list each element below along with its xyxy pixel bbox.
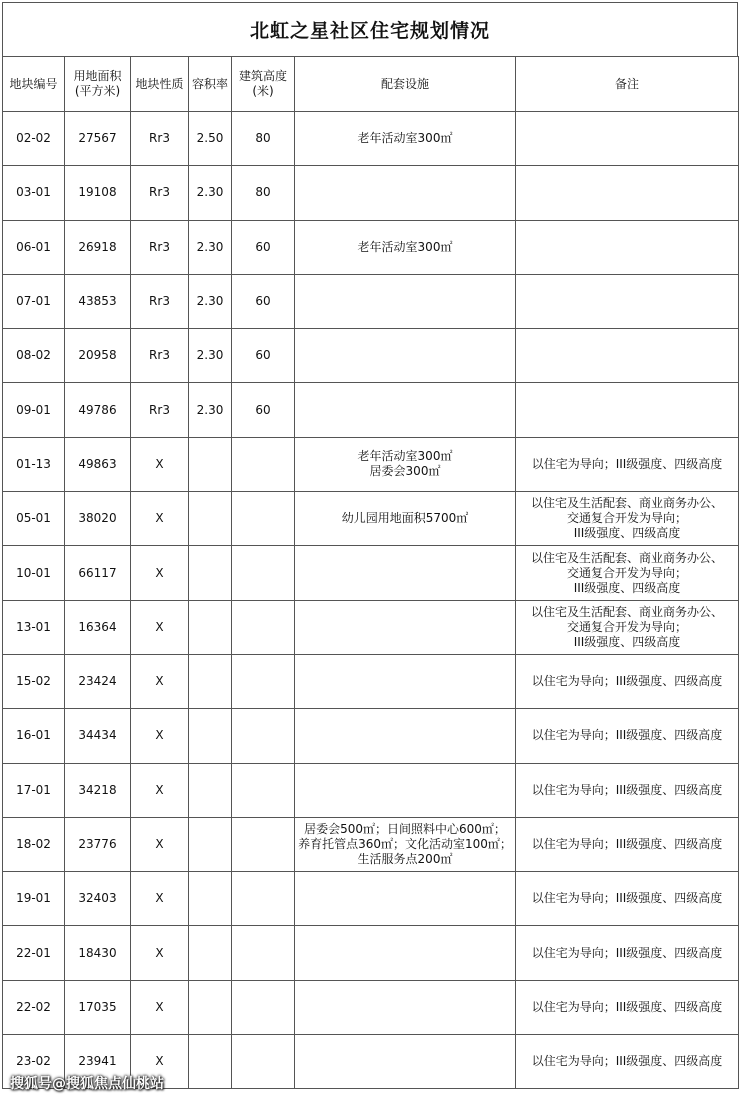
cell-height: 60 xyxy=(232,383,295,437)
cell-note: 以住宅为导向；III级强度、四级高度 xyxy=(516,872,739,926)
cell-plot-id: 09-01 xyxy=(3,383,65,437)
cell-facility xyxy=(295,546,516,600)
cell-far xyxy=(189,600,232,654)
cell-land-area: 32403 xyxy=(65,872,131,926)
cell-plot-type: X xyxy=(131,926,189,980)
table-row xyxy=(3,112,739,166)
table-row xyxy=(3,383,739,437)
cell-far xyxy=(189,654,232,708)
cell-facility xyxy=(295,709,516,763)
cell-plot-id: 03-01 xyxy=(3,166,65,220)
cell-plot-id: 18-02 xyxy=(3,817,65,871)
cell-plot-type: Rr3 xyxy=(131,166,189,220)
cell-facility xyxy=(295,383,516,437)
cell-land-area: 16364 xyxy=(65,600,131,654)
cell-plot-id: 19-01 xyxy=(3,872,65,926)
cell-height xyxy=(232,654,295,708)
cell-height: 80 xyxy=(232,112,295,166)
cell-land-area: 23424 xyxy=(65,654,131,708)
cell-height xyxy=(232,437,295,491)
cell-height xyxy=(232,546,295,600)
cell-land-area: 20958 xyxy=(65,329,131,383)
cell-land-area: 18430 xyxy=(65,926,131,980)
cell-land-area: 17035 xyxy=(65,980,131,1034)
cell-far xyxy=(189,492,232,546)
cell-plot-type: X xyxy=(131,600,189,654)
cell-note: 以住宅为导向；III级强度、四级高度 xyxy=(516,763,739,817)
watermark: 搜狐号@搜狐焦点仙桃站 xyxy=(10,1076,164,1092)
cell-plot-id: 02-02 xyxy=(3,112,65,166)
cell-far xyxy=(189,437,232,491)
cell-far xyxy=(189,709,232,763)
cell-height xyxy=(232,872,295,926)
cell-plot-id: 05-01 xyxy=(3,492,65,546)
cell-facility xyxy=(295,980,516,1034)
table-row xyxy=(3,437,739,491)
header-note: 备注 xyxy=(516,57,739,112)
cell-plot-type: Rr3 xyxy=(131,329,189,383)
cell-far xyxy=(189,1035,232,1089)
cell-note xyxy=(516,329,739,383)
cell-facility xyxy=(295,654,516,708)
cell-plot-id: 01-13 xyxy=(3,437,65,491)
cell-plot-id: 13-01 xyxy=(3,600,65,654)
table-row xyxy=(3,654,739,708)
table-row xyxy=(3,546,739,600)
cell-facility xyxy=(295,763,516,817)
cell-plot-id: 17-01 xyxy=(3,763,65,817)
cell-plot-type: X xyxy=(131,980,189,1034)
cell-note: 以住宅为导向；III级强度、四级高度 xyxy=(516,926,739,980)
cell-land-area: 27567 xyxy=(65,112,131,166)
cell-facility xyxy=(295,166,516,220)
planning-table xyxy=(2,56,739,1089)
cell-land-area: 34434 xyxy=(65,709,131,763)
cell-note xyxy=(516,166,739,220)
cell-height xyxy=(232,980,295,1034)
cell-far: 2.30 xyxy=(189,383,232,437)
cell-plot-type: Rr3 xyxy=(131,383,189,437)
cell-far xyxy=(189,763,232,817)
cell-plot-type: X xyxy=(131,437,189,491)
cell-land-area: 66117 xyxy=(65,546,131,600)
cell-note: 以住宅及生活配套、商业商务办公、 交通复合开发为导向； III级强度、四级高度 xyxy=(516,600,739,654)
cell-note: 以住宅为导向；III级强度、四级高度 xyxy=(516,1035,739,1089)
cell-far: 2.50 xyxy=(189,112,232,166)
cell-facility: 老年活动室300㎡ 居委会300㎡ xyxy=(295,437,516,491)
cell-height xyxy=(232,709,295,763)
cell-height xyxy=(232,492,295,546)
table-body xyxy=(3,112,739,1089)
header-height: 建筑高度 (米) xyxy=(232,57,295,112)
cell-land-area: 19108 xyxy=(65,166,131,220)
cell-facility xyxy=(295,872,516,926)
cell-far: 2.30 xyxy=(189,166,232,220)
cell-plot-type: X xyxy=(131,709,189,763)
cell-far xyxy=(189,817,232,871)
cell-height xyxy=(232,600,295,654)
cell-plot-type: X xyxy=(131,654,189,708)
cell-plot-type: X xyxy=(131,1035,189,1089)
cell-far: 2.30 xyxy=(189,220,232,274)
cell-note xyxy=(516,220,739,274)
table-row xyxy=(3,763,739,817)
cell-land-area: 26918 xyxy=(65,220,131,274)
cell-far: 2.30 xyxy=(189,274,232,328)
cell-plot-type: Rr3 xyxy=(131,274,189,328)
cell-land-area: 49863 xyxy=(65,437,131,491)
cell-height: 60 xyxy=(232,220,295,274)
cell-note: 以住宅为导向；III级强度、四级高度 xyxy=(516,709,739,763)
cell-facility: 居委会500㎡；日间照料中心600㎡； 养育托管点360㎡；文化活动室100㎡； 生活服务点200㎡ xyxy=(295,817,516,871)
cell-plot-id: 07-01 xyxy=(3,274,65,328)
cell-plot-type: Rr3 xyxy=(131,220,189,274)
table-row xyxy=(3,600,739,654)
cell-height xyxy=(232,817,295,871)
cell-land-area: 38020 xyxy=(65,492,131,546)
cell-plot-id: 22-01 xyxy=(3,926,65,980)
cell-far xyxy=(189,546,232,600)
cell-plot-id: 16-01 xyxy=(3,709,65,763)
cell-note: 以住宅及生活配套、商业商务办公、 交通复合开发为导向； III级强度、四级高度 xyxy=(516,492,739,546)
cell-far xyxy=(189,872,232,926)
cell-plot-id: 22-02 xyxy=(3,980,65,1034)
cell-plot-id: 23-02 xyxy=(3,1035,65,1089)
cell-plot-id: 06-01 xyxy=(3,220,65,274)
cell-land-area: 23776 xyxy=(65,817,131,871)
header-plot-id: 地块编号 xyxy=(3,57,65,112)
cell-facility: 老年活动室300㎡ xyxy=(295,112,516,166)
table-row xyxy=(3,926,739,980)
cell-plot-type: X xyxy=(131,492,189,546)
table-row xyxy=(3,166,739,220)
cell-height: 60 xyxy=(232,274,295,328)
cell-plot-id: 10-01 xyxy=(3,546,65,600)
header-facility: 配套设施 xyxy=(295,57,516,112)
table-row xyxy=(3,329,739,383)
cell-note: 以住宅为导向；III级强度、四级高度 xyxy=(516,654,739,708)
cell-land-area: 34218 xyxy=(65,763,131,817)
cell-facility: 老年活动室300㎡ xyxy=(295,220,516,274)
cell-far: 2.30 xyxy=(189,329,232,383)
cell-height xyxy=(232,926,295,980)
header-far: 容积率 xyxy=(189,57,232,112)
cell-plot-type: Rr3 xyxy=(131,112,189,166)
cell-note: 以住宅及生活配套、商业商务办公、 交通复合开发为导向； III级强度、四级高度 xyxy=(516,546,739,600)
cell-note: 以住宅为导向；III级强度、四级高度 xyxy=(516,980,739,1034)
cell-plot-id: 15-02 xyxy=(3,654,65,708)
cell-facility xyxy=(295,600,516,654)
cell-facility xyxy=(295,926,516,980)
cell-land-area: 43853 xyxy=(65,274,131,328)
table-row xyxy=(3,709,739,763)
cell-far xyxy=(189,926,232,980)
table-row xyxy=(3,492,739,546)
header-row xyxy=(3,57,739,112)
cell-height: 80 xyxy=(232,166,295,220)
header-plot-type: 地块性质 xyxy=(131,57,189,112)
table-row xyxy=(3,817,739,871)
cell-land-area: 49786 xyxy=(65,383,131,437)
table-row xyxy=(3,980,739,1034)
cell-plot-type: X xyxy=(131,872,189,926)
cell-plot-type: X xyxy=(131,817,189,871)
cell-facility xyxy=(295,1035,516,1089)
table-row xyxy=(3,274,739,328)
cell-height xyxy=(232,763,295,817)
cell-note xyxy=(516,112,739,166)
cell-height xyxy=(232,1035,295,1089)
table-row xyxy=(3,220,739,274)
cell-facility: 幼儿园用地面积5700㎡ xyxy=(295,492,516,546)
cell-land-area: 23941 xyxy=(65,1035,131,1089)
cell-facility xyxy=(295,274,516,328)
cell-note: 以住宅为导向；III级强度、四级高度 xyxy=(516,437,739,491)
cell-facility xyxy=(295,329,516,383)
cell-plot-type: X xyxy=(131,763,189,817)
cell-note xyxy=(516,383,739,437)
cell-note: 以住宅为导向；III级强度、四级高度 xyxy=(516,817,739,871)
table-row xyxy=(3,872,739,926)
cell-height: 60 xyxy=(232,329,295,383)
cell-plot-id: 08-02 xyxy=(3,329,65,383)
header-land-area: 用地面积 (平方米) xyxy=(65,57,131,112)
cell-note xyxy=(516,274,739,328)
table-title: 北虹之星社区住宅规划情况 xyxy=(2,2,738,57)
cell-far xyxy=(189,980,232,1034)
cell-plot-type: X xyxy=(131,546,189,600)
